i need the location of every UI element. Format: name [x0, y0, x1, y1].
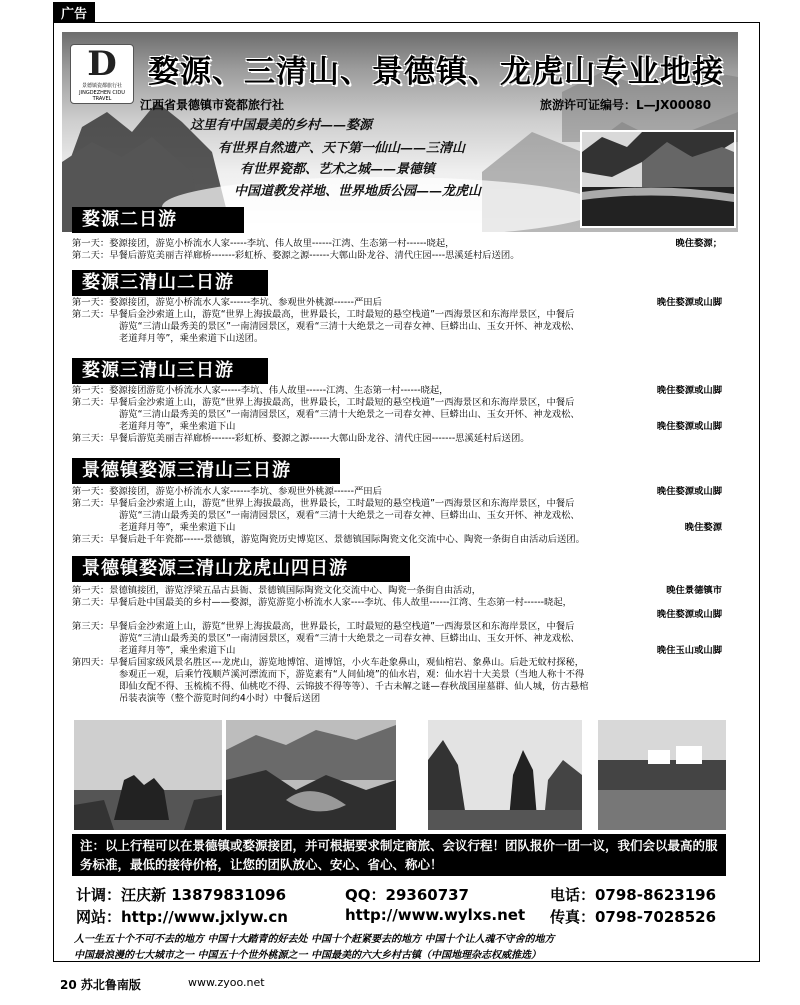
license-number: 旅游许可证编号：L—JX00080	[540, 98, 712, 112]
tour-title-2: 婺源三清山二日游	[72, 270, 268, 296]
itinerary-line: 第一天：婺源接团，游览小桥流水人家-----李坑、伟人故里------江湾、生态第一村------晓起， 晚住婺源；	[72, 238, 722, 249]
itinerary-line: 第一天：景德镇接团，游览浮梁五品古县衙、景德镇国际陶瓷文化交流中心、陶瓷一条街自由活动， 晚住景德镇市	[72, 585, 722, 596]
tour-itinerary-5	[72, 585, 722, 705]
itinerary-line: 老道拜月等”，乘坐索道下山送团。	[119, 333, 264, 344]
scenic-photo-village	[598, 720, 726, 830]
footer-line-2: 中国最浪漫的七大城市之一 中国五十个世外桃源之一 中国最美的六大乡村古镇（中国地理杂志权威推选）	[74, 950, 541, 961]
scenic-photo-peak	[428, 720, 582, 830]
slogan-3: 有世界瓷都、艺术之城——景德镇	[240, 162, 436, 177]
tour-itinerary-1	[72, 238, 722, 262]
scenic-photo-valley	[226, 720, 396, 830]
slogan-4: 中国道教发祥地、世界地质公园——龙虎山	[234, 184, 482, 199]
itinerary-line: 老道拜月等”，乘坐索道下山 晚住玉山或山脚	[119, 645, 722, 656]
itinerary-line: 第一天：婺源接团游览小桥流水人家------李坑、伟人故里------江湾、生态第一村------晓起， 晚住婺源或山脚	[72, 385, 722, 396]
page-number: 20 苏北鲁南版	[60, 978, 141, 992]
itinerary-line: 游览“三清山最秀美的景区”一南清园景区，观看“三清十大绝景之一司春女神、巨蟒出山、玉女开怀、神龙戏松、	[119, 409, 580, 420]
tour-title-3: 婺源三清山三日游	[72, 358, 268, 384]
itinerary-line: 吊装表演等（整个游览时间约4小时）中餐后送团	[119, 693, 321, 704]
tour-title-1: 婺源二日游	[72, 207, 244, 233]
itinerary-line: 参观正一观，后乘竹筏顺芦溪河漂流而下，游览素有“人间仙境”的仙水岩，观：仙水岩十大美景（当地人称十不得	[119, 669, 585, 680]
itinerary-line: 第三天：早餐后金沙索道上山，游览“世界上海拔最高，世界最长，工时最短的悬空栈道”一西海景区和东海岸景区，中餐后	[72, 621, 575, 632]
agency-logo	[70, 44, 134, 104]
footer-line-1: 人一生五十个不可不去的地方 中国十大踏青的好去处 中国十个赶紧要去的地方 中国十个让人魂不守舍的地方	[74, 934, 555, 945]
phone-contact: 电话：0798-8623196	[550, 886, 717, 904]
website-link-2[interactable]: http://www.wylxs.net	[345, 906, 526, 924]
itinerary-line: 第三天：早餐后游览美丽吉祥廊桥-------彩虹桥、婺源之源------大鄣山卧龙谷、清代庄园-------思溪延村后送团。	[72, 433, 530, 444]
note-box: 注：以上行程可以在景德镇或婺源接团，并可根据要求制定商旅、会议行程！团队报价一团一议，我们会以最高的服务标准，最低的接待价格，让您的团队放心、安心、省心、称心！	[72, 834, 726, 876]
lake-photo	[580, 130, 736, 228]
itinerary-line: 第三天：早餐后赴千年瓷都------景德镇，游览陶瓷历史博览区、景德镇国际陶瓷文化交流中心、陶瓷一条街自由活动后送团。	[72, 534, 585, 545]
planner-contact: 计调：汪庆新 13879831096	[76, 886, 287, 904]
fax-contact: 传真：0798-7028526	[550, 908, 717, 926]
itinerary-line: 游览“三清山最秀美的景区”一南清园景区，观看“三清十大绝景之一司春女神、巨蟒出山、玉女开怀、神龙戏松、	[119, 321, 580, 332]
itinerary-line: 游览“三清山最秀美的景区”一南清园景区，观看“三清十大绝景之一司春女神、巨蟒出山、玉女开怀、神龙戏松、	[119, 633, 580, 644]
itinerary-line: 游览“三清山最秀美的景区”一南清园景区，观看“三清十大绝景之一司春女神、巨蟒出山、玉女开怀、神龙戏松、	[119, 510, 580, 521]
itinerary-line: 晚住婺源或山脚	[656, 609, 722, 620]
logo-cn: 景德镇瓷都旅行社	[81, 83, 122, 89]
slogan-1: 这里有中国最美的乡村——婺源	[190, 118, 373, 133]
itinerary-line: 老道拜月等”，乘坐索道下山 晚住婺源或山脚	[119, 421, 722, 432]
itinerary-line: 第二天：早餐后游览美丽吉祥廊桥-------彩虹桥、婺源之源------大鄣山卧龙谷、清代庄园----思溪延村后送团。	[72, 250, 520, 261]
qq-contact: QQ：29360737	[345, 886, 469, 904]
tour-itinerary-3	[72, 385, 722, 445]
tour-itinerary-4	[72, 486, 722, 546]
website-link-1[interactable]: 网站：http://www.jxlyw.cn	[76, 908, 288, 926]
itinerary-line: 老道拜月等”，乘坐索道下山 晚住婺源	[119, 522, 722, 533]
tour-title-4: 景德镇婺源三清山三日游	[72, 458, 340, 484]
slogan-2: 有世界自然遗产、天下第一仙山——三清山	[218, 141, 466, 156]
itinerary-line: 第二天：早餐后金沙索道上山，游览“世界上海拔最高，世界最长，工时最短的悬空栈道”一西海景区和东海岸景区，中餐后	[72, 397, 575, 408]
publication-name: 苏北鲁南版	[80, 978, 141, 992]
tour-itinerary-2	[72, 297, 722, 345]
itinerary-line: 第一天：婺源接团，游览小桥流水人家------李坑、参观世外桃源------严田后 晚住婺源或山脚	[72, 486, 722, 497]
itinerary-line: 第二天：早餐后金沙索道上山，游览“世界上海拔最高，世界最长，工时最短的悬空栈道”一西海景区和东海岸景区，中餐后	[72, 309, 575, 320]
ad-tag: 广告	[53, 2, 95, 23]
itinerary-line: 第二天：早餐后赴中国最美的乡村——婺源，游览游览小桥流水人家----李坑、伟人故里------江湾、生态第一村------晓起，	[72, 597, 572, 608]
agency-name: 江西省景德镇市瓷都旅行社	[140, 98, 285, 112]
site-url[interactable]: www.zyoo.net	[188, 976, 265, 989]
itinerary-line: 第一天：婺源接团，游览小桥流水人家------李坑、参观世外桃源------严田后 晚住婺源或山脚	[72, 297, 722, 308]
logo-en: JINGDEZHEN CIDU TRAVEL	[79, 90, 125, 102]
tour-title-5: 景德镇婺源三清山龙虎山四日游	[72, 556, 410, 582]
logo-mark: D	[87, 44, 117, 84]
main-title: 婺源、三清山、景德镇、龙虎山专业地接	[148, 54, 724, 90]
itinerary-line: 即仙女配不得、玉梳梳不得、仙桃吃不得、云锦披不得等等）、千古未解之谜—春秋战国崖墓群、仙人城，仿古悬棺	[119, 681, 589, 692]
itinerary-line: 第二天：早餐后金沙索道上山，游览“世界上海拔最高，世界最长，工时最短的悬空栈道”一西海景区和东海岸景区，中餐后	[72, 498, 575, 509]
scenic-photo-rock	[74, 720, 222, 830]
itinerary-line: 第四天：早餐后国家级风景名胜区---龙虎山，游览地博馆、道博馆，小火车赴象鼻山，观仙棺岩、象鼻山。后赴无蚊村探秘，	[72, 657, 585, 668]
